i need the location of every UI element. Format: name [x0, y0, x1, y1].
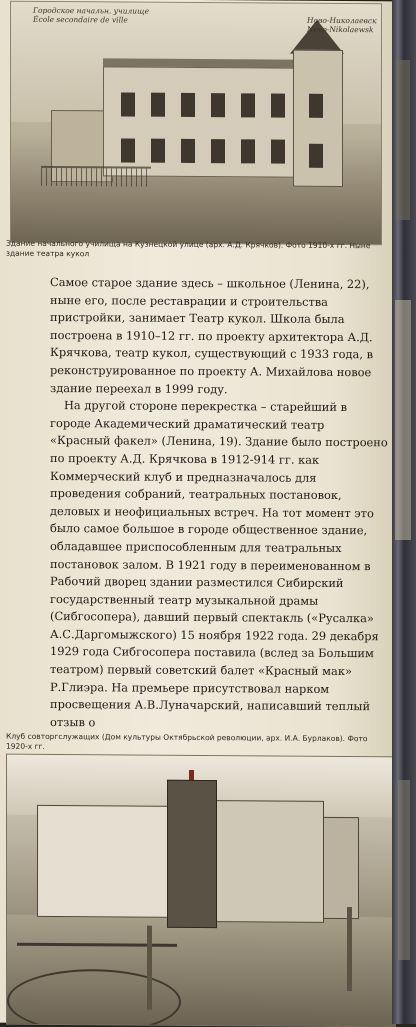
article-text	[50, 274, 388, 734]
bottom-photo-caption: Клуб совторгслужащих (Дом культуры Октябрьской революции, арх. И.А. Бурлаков). Фото 1920-х гг.	[6, 731, 368, 751]
window	[181, 93, 195, 117]
pole	[347, 907, 352, 991]
window	[271, 94, 285, 118]
window	[211, 139, 225, 163]
window	[151, 139, 165, 163]
school-building-photo	[10, 1, 382, 246]
paragraph: На другой стороне перекрестка – старейший в городе Академический драматический театр «Красный факел» (Ленина, 19). Здание было построено по проекту А.Д. Крячкова в 1912-914 гг. как Коммерческий клуб и предназначалось для проведения собраний, театральных постановок, деловых и неофициальных встреч. На тот момент это было самое большое в городе общественное здание, обладавшее приспособленным для театральных постановок залом. В 1921 году в переименованном в Рабочий дворец здании разместился Сибирский государственный театр музыкальной драмы (Сибгосопера), давший первый спектакль («Русалка» А.С.Даргомыжского) 15 ноября 1922 года. 29 декабря 1929 года Сибгосопера поставила (вслед за Большим театром) первый советский балет «Красный мак» Р.Глиэра. На премьере присутствовал нарком просвещения А.В.Луначарский, написавший теплый отзыв о	[50, 398, 388, 730]
window	[211, 93, 225, 117]
club-rounded-wing	[212, 800, 324, 923]
edge-strip	[398, 780, 410, 960]
window	[309, 144, 323, 168]
club-building-photo	[6, 754, 396, 1027]
window	[309, 94, 323, 118]
photo-street	[11, 182, 381, 245]
window	[181, 139, 195, 163]
paragraph: Самое старое здание здесь – школьное (Ленина, 22), ныне его, после реставрации и строительства пристройки, занимает Театр кукол. Школа была построена в 1910–12 гг. по проекту архитектора А.Д. Крячкова, театр кукол, существующий с 1933 года, в реконструированное по проекту А. Михайлова новое здание переехал в 1999 году.	[50, 274, 373, 396]
window	[121, 138, 135, 162]
club-main-block	[37, 805, 179, 918]
window	[151, 93, 165, 117]
edge-strip	[396, 60, 410, 220]
postcard-title-left: Городское начальн. училище École secondaire de ville	[33, 5, 150, 25]
edge-strip	[395, 300, 411, 540]
window	[271, 140, 285, 164]
window	[241, 139, 255, 163]
postcard-title-right: Ново-Николаевск Novo-Nikolaewsk	[307, 15, 377, 35]
flag	[189, 770, 194, 780]
club-tower	[167, 780, 217, 928]
adjacent-page-edge	[392, 0, 416, 1024]
top-photo-caption: Здание начального училища на Кузнецкой улице (арх. А.Д. Крячков). Фото 1910-х гг. Ныне здание театра кукол	[6, 238, 371, 259]
window	[121, 92, 135, 116]
lamp-post	[147, 926, 152, 1010]
window	[241, 93, 255, 117]
fence	[41, 166, 151, 187]
